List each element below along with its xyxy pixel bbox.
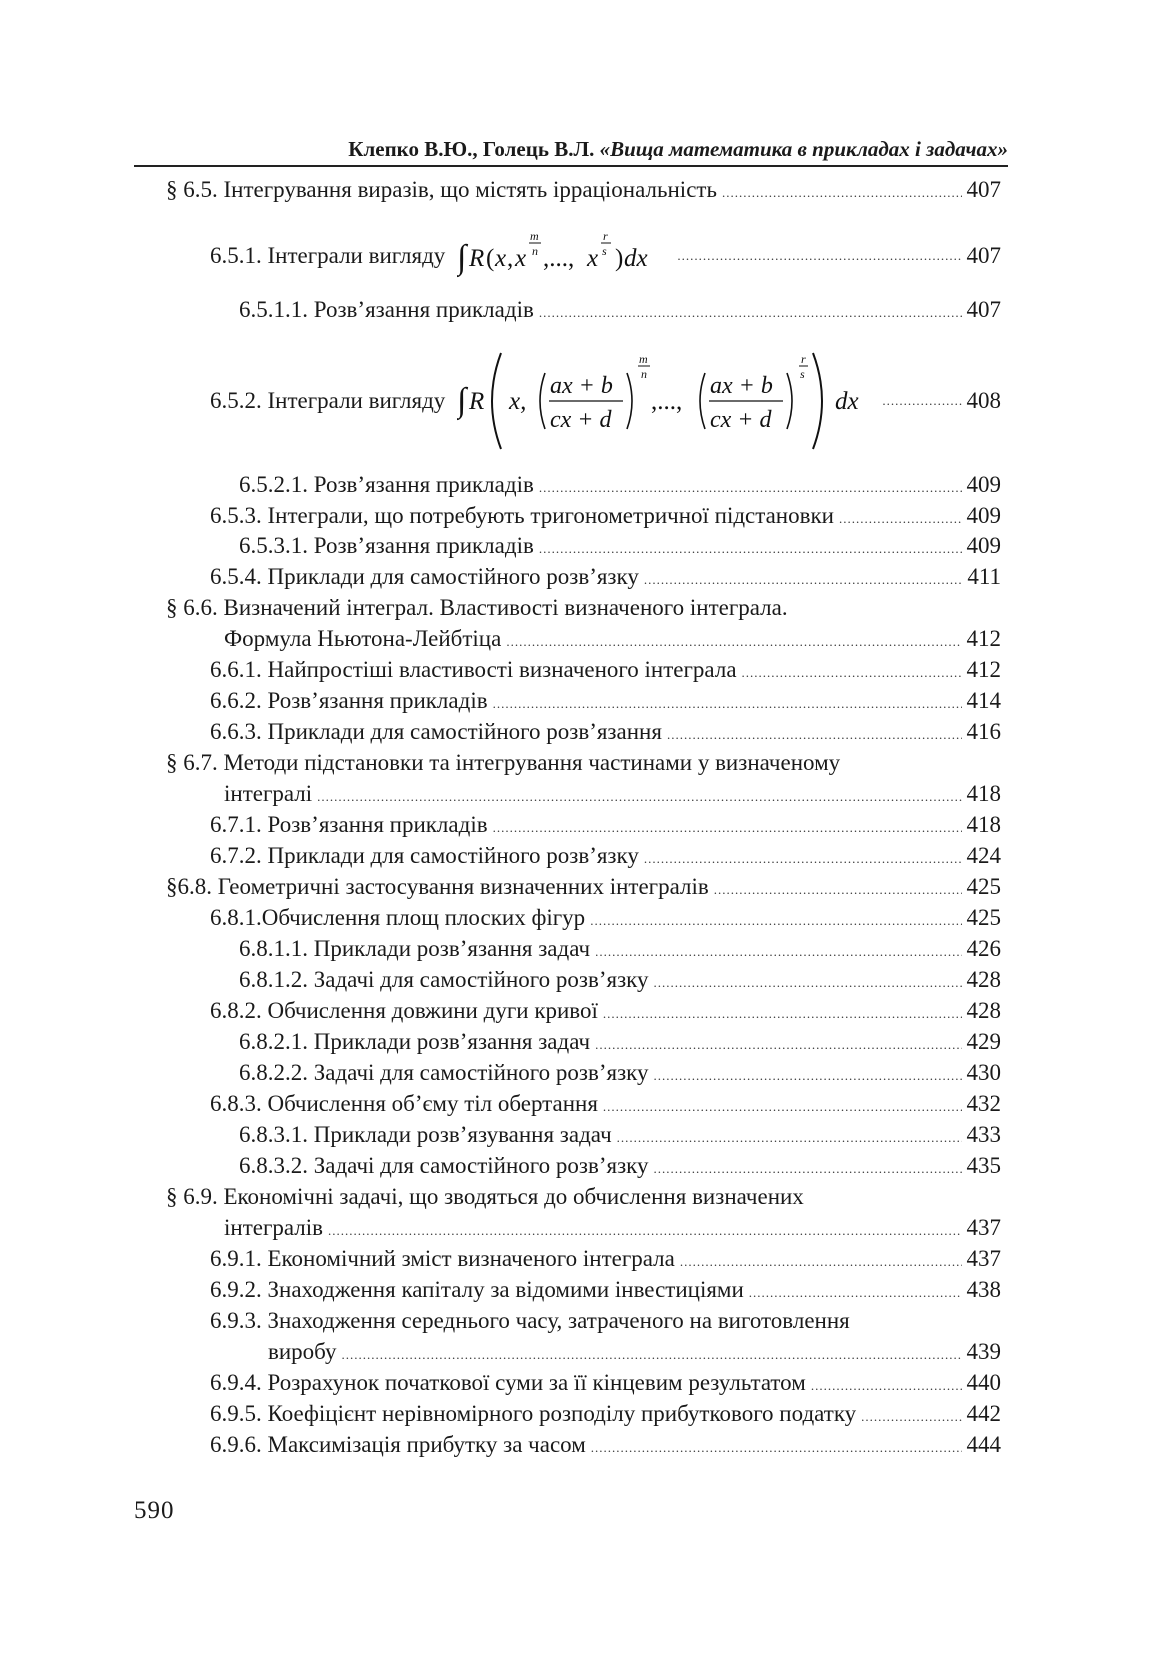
- toc-entry-6-9-3[interactable]: виробу ..... 439: [268, 1336, 1001, 1367]
- page-ref: 418: [966, 781, 1001, 806]
- dot-leader: [342, 1339, 962, 1370]
- formula-x: x,: [509, 388, 527, 415]
- page-ref: 409: [966, 503, 1001, 528]
- dot-leader: [603, 998, 962, 1029]
- toc-entry-6-5-1[interactable]: 6.5.1. Інтеграли вигляду ∫ R ( x , x m n ,..., x r s ) dx ..... 407: [210, 233, 1001, 279]
- page-ref: 409: [966, 533, 1001, 558]
- page-ref: 412: [966, 657, 1001, 682]
- paren-right: [627, 373, 632, 429]
- formula-R: R: [469, 388, 485, 415]
- toc-entry-6-5-3-1[interactable]: 6.5.3.1. Розв’язання прикладів ..... 409: [239, 530, 1001, 561]
- toc-entry-6-5[interactable]: § 6.5. Інтегрування виразів, що містять ірраціональність ..... 407: [166, 174, 1001, 205]
- toc-entry-6-5-4[interactable]: 6.5.4. Приклади для самостійного розв’язку ..... 411: [210, 561, 1001, 592]
- toc-entry-6-5-2[interactable]: 6.5.2. Інтеграли вигляду ∫ R x, ax + b cx + d m n ,..., ax + b cx + d r s dx ..... 408: [210, 345, 1001, 457]
- page-ref: 435: [966, 1153, 1001, 1178]
- dot-leader: [493, 688, 962, 719]
- fraction-numerator: ax + b: [550, 373, 614, 399]
- page-ref: 437: [966, 1215, 1001, 1240]
- formula-dx: dx: [624, 245, 648, 272]
- formula-x: x: [495, 245, 507, 272]
- toc-entry-6-9-4[interactable]: 6.9.4. Розрахунок початкової суми за її кінцевим результатом ..... 440: [210, 1367, 1001, 1398]
- page-ref: 425: [966, 905, 1001, 930]
- dot-leader: [882, 345, 961, 457]
- dot-leader: [680, 1246, 962, 1277]
- page-ref: 416: [966, 719, 1001, 744]
- dot-leader: [722, 177, 962, 208]
- dot-leader: [644, 843, 962, 874]
- page-ref: 425: [966, 874, 1001, 899]
- toc-entry-6-8[interactable]: §6.8. Геометричні застосування визначенних інтегралів ..... 425: [166, 871, 1001, 902]
- formula-paren: (: [486, 245, 495, 272]
- big-paren-right: [813, 353, 822, 449]
- dot-leader: [539, 472, 962, 503]
- exp1-numerator: m: [530, 230, 539, 243]
- dot-leader: [539, 533, 962, 564]
- page-ref: 437: [966, 1246, 1001, 1271]
- big-paren-left: [492, 353, 501, 449]
- paren-right: [787, 373, 792, 429]
- toc-entry-6-8-1[interactable]: 6.8.1.Обчислення площ плоских фігур ..... 425: [210, 902, 1001, 933]
- dot-leader: [539, 297, 962, 328]
- dot-leader: [667, 719, 962, 750]
- page-ref: 429: [966, 1029, 1001, 1054]
- paren-left: [700, 373, 705, 429]
- fraction-denominator: cx + d: [710, 407, 772, 433]
- toc-entry-6-6[interactable]: Формула Ньютона-Лейбтіца ..... 412: [224, 623, 1001, 654]
- dot-leader: [590, 905, 961, 936]
- formula-fractional-linear: [457, 345, 877, 457]
- page-ref: 409: [966, 472, 1001, 497]
- toc-entry-6-9-line1[interactable]: § 6.9. Економічні задачі, що зводяться до обчислення визначених: [166, 1184, 804, 1209]
- formula-paren: ): [615, 245, 624, 272]
- page-ref: 424: [966, 843, 1001, 868]
- exp2-denominator: s: [602, 244, 607, 258]
- dot-leader: [317, 781, 961, 812]
- toc-entry-6-9-6[interactable]: 6.9.6. Максимізація прибутку за часом ..... 444: [210, 1429, 1001, 1460]
- dot-leader: [742, 657, 962, 688]
- toc-entry-6-9-5[interactable]: 6.9.5. Коефіцієнт нерівномірного розподілу прибуткового податку ..... 442: [210, 1398, 1001, 1429]
- dot-leader: [654, 1060, 962, 1091]
- toc-entry-6-6-1[interactable]: 6.6.1. Найпростіші властивості визначеного інтеграла ..... 412: [210, 654, 1001, 685]
- toc-entry-6-7[interactable]: інтегралі ..... 418: [224, 778, 1001, 809]
- toc-entry-6-5-3[interactable]: 6.5.3. Інтеграли, що потребують тригонометричної підстановки ..... 409: [210, 500, 1001, 531]
- dot-leader: [644, 564, 962, 595]
- toc-entry-6-8-2-1[interactable]: 6.8.2.1. Приклади розв’язання задач ..... 429: [239, 1026, 1001, 1057]
- formula-irrational-powers: [457, 230, 672, 282]
- formula-base-1: x: [515, 245, 527, 272]
- dot-leader: [328, 1215, 961, 1246]
- toc-entry-6-8-1-2[interactable]: 6.8.1.2. Задачі для самостійного розв’язку ..... 428: [239, 964, 1001, 995]
- page-number: 590: [134, 1497, 175, 1524]
- page-ref: 444: [966, 1432, 1001, 1457]
- exp2-numerator: r: [801, 352, 806, 366]
- dot-leader: [654, 967, 962, 998]
- page-ref: 432: [966, 1091, 1001, 1116]
- toc-entry-6-6-3[interactable]: 6.6.3. Приклади для самостійного розв’язання ..... 416: [210, 716, 1001, 747]
- formula-base-2: x: [587, 245, 599, 272]
- toc-entry-6-5-1-1[interactable]: 6.5.1.1. Розв’язання прикладів ..... 407: [239, 294, 1001, 325]
- page-ref: 418: [966, 812, 1001, 837]
- dot-leader: [506, 626, 961, 657]
- toc-entry-6-8-1-1[interactable]: 6.8.1.1. Приклади розв’язання задач ..... 426: [239, 933, 1001, 964]
- toc-entry-6-9[interactable]: інтегралів ..... 437: [224, 1212, 1001, 1243]
- page-ref: 426: [966, 936, 1001, 961]
- page-ref: 438: [966, 1277, 1001, 1302]
- exp2-numerator: r: [603, 230, 608, 243]
- dot-leader: [749, 1277, 962, 1308]
- toc-entry-6-6-2[interactable]: 6.6.2. Розв’язання прикладів ..... 414: [210, 685, 1001, 716]
- dot-leader: [617, 1122, 962, 1153]
- toc-entry-6-9-3-line1[interactable]: 6.9.3. Знаходження середнього часу, затраченого на виготовлення: [210, 1308, 850, 1333]
- exp1-numerator: m: [639, 352, 648, 366]
- page-ref: 407: [966, 297, 1001, 322]
- page-ref: 407: [966, 177, 1001, 202]
- formula-graphic: [457, 230, 672, 282]
- page-ref: 408: [966, 388, 1001, 413]
- page-ref: 428: [966, 998, 1001, 1023]
- toc-entry-6-6-line1[interactable]: § 6.6. Визначений інтеграл. Властивості визначеного інтеграла.: [166, 595, 788, 620]
- toc-entry-6-7-2[interactable]: 6.7.2. Приклади для самостійного розв’язку ..... 424: [210, 840, 1001, 871]
- dot-leader: [595, 1029, 961, 1060]
- page-ref: 411: [967, 564, 1001, 589]
- dot-leader: [603, 1091, 962, 1122]
- toc-entry-6-7-1[interactable]: 6.7.1. Розв’язання прикладів ..... 418: [210, 809, 1001, 840]
- page-ref: 414: [966, 688, 1001, 713]
- page-ref: 440: [966, 1370, 1001, 1395]
- dot-leader: [861, 1401, 961, 1432]
- fraction-numerator: ax + b: [710, 373, 774, 399]
- dot-leader: [493, 812, 962, 843]
- dot-leader: [595, 936, 961, 967]
- header-authors: Клепко В.Ю., Голець В.Л.: [348, 137, 595, 161]
- header-book-title: «Вища математика в прикладах і задачах»: [599, 137, 1008, 161]
- formula-comma: ,: [507, 245, 514, 272]
- formula-dots: ,...,: [543, 245, 575, 272]
- dot-leader: [811, 1370, 962, 1401]
- dot-leader: [677, 233, 961, 279]
- toc-entry-6-8-2[interactable]: 6.8.2. Обчислення довжини дуги кривої ..... 428: [210, 995, 1001, 1026]
- page-ref: 430: [966, 1060, 1001, 1085]
- dot-leader: [714, 874, 962, 905]
- exp2-denominator: s: [800, 367, 805, 381]
- integral-sign: ∫: [457, 239, 467, 276]
- exp1-denominator: n: [641, 367, 648, 381]
- formula-dots: ,...,: [651, 388, 683, 415]
- fraction-denominator: cx + d: [550, 407, 612, 433]
- page-ref: 439: [966, 1339, 1001, 1364]
- toc-entry-6-8-3[interactable]: 6.8.3. Обчислення об’єму тіл обертання ..... 432: [210, 1088, 1001, 1119]
- page-ref: 442: [966, 1401, 1001, 1426]
- page-ref: 412: [966, 626, 1001, 651]
- paren-left: [540, 373, 545, 429]
- toc-entry-6-9-2[interactable]: 6.9.2. Знаходження капіталу за відомими інвестиціями ..... 438: [210, 1274, 1001, 1305]
- formula-R: R: [469, 245, 485, 272]
- toc-entry-6-7-line1[interactable]: § 6.7. Методи підстановки та інтегрування частинами у визначеному: [166, 750, 841, 775]
- dot-leader: [591, 1432, 962, 1463]
- exp1-denominator: n: [532, 244, 539, 258]
- formula-graphic: [457, 345, 877, 457]
- toc-entry-6-8-3-2[interactable]: 6.8.3.2. Задачі для самостійного розв’язку ..... 435: [239, 1150, 1001, 1181]
- page-ref: 428: [966, 967, 1001, 992]
- toc-entry-6-8-3-1[interactable]: 6.8.3.1. Приклади розв’язування задач ..... 433: [239, 1119, 1001, 1150]
- toc-entry-6-8-2-2[interactable]: 6.8.2.2. Задачі для самостійного розв’язку ..... 430: [239, 1057, 1001, 1088]
- toc-entry-6-9-1[interactable]: 6.9.1. Економічний зміст визначеного інтеграла ..... 437: [210, 1243, 1001, 1274]
- toc-entry-6-5-2-1[interactable]: 6.5.2.1. Розв’язання прикладів ..... 409: [239, 469, 1001, 500]
- integral-sign: ∫: [457, 382, 467, 419]
- page-ref: 433: [966, 1122, 1001, 1147]
- page-ref: 407: [966, 243, 1001, 268]
- dot-leader: [654, 1153, 962, 1184]
- formula-dx: dx: [835, 388, 859, 415]
